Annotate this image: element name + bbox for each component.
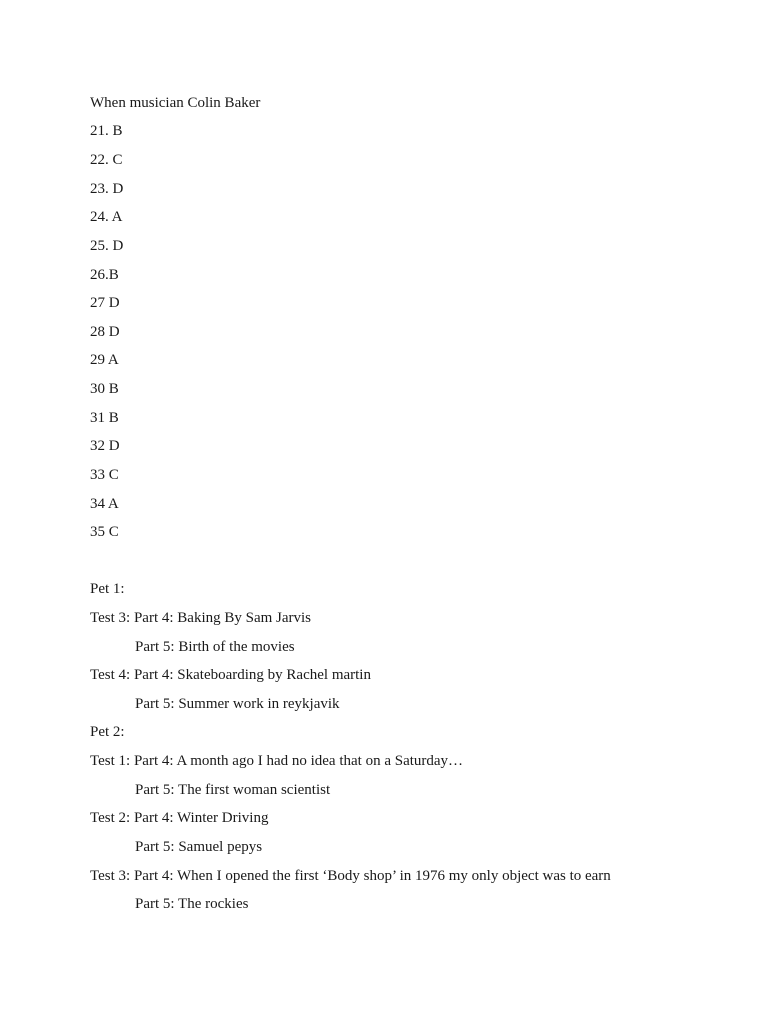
pet2-test2-part5: Part 5: Samuel pepys — [135, 839, 263, 855]
answer-line: 27 D — [90, 295, 120, 311]
answer-line: 25. D — [90, 238, 124, 254]
answer-line: 21. B — [90, 123, 123, 139]
answer-line: 34 A — [90, 496, 119, 512]
answer-line: 22. C — [90, 152, 123, 168]
pet2-test3-part4: Test 3: Part 4: When I opened the first ‘Body shop’ in 1976 my only object was to earn — [90, 868, 611, 884]
pet2-test1-part5: Part 5: The first woman scientist — [135, 782, 331, 798]
pet1-test3-part5: Part 5: Birth of the movies — [135, 639, 295, 655]
answer-line: 32 D — [90, 438, 120, 454]
pet2-test2-part4: Test 2: Part 4: Winter Driving — [90, 810, 269, 826]
answer-line: 30 B — [90, 381, 119, 397]
pet1-test3-part4: Test 3: Part 4: Baking By Sam Jarvis — [90, 610, 312, 626]
answer-line: 26.B — [90, 267, 119, 283]
pet1-test4-part5: Part 5: Summer work in reykjavik — [135, 696, 340, 712]
pet2-test1-part4: Test 1: Part 4: A month ago I had no idea that on a Saturday… — [90, 753, 464, 769]
pet2-test3-part5: Part 5: The rockies — [135, 896, 249, 912]
answer-line: 28 D — [90, 324, 120, 340]
answer-line: 23. D — [90, 181, 124, 197]
pet2-title: Pet 2: — [90, 724, 125, 740]
heading: When musician Colin Baker — [90, 95, 261, 111]
answer-line: 24. A — [90, 209, 123, 225]
pet1-test4-part4: Test 4: Part 4: Skateboarding by Rachel martin — [90, 667, 371, 683]
answer-line: 29 A — [90, 352, 119, 368]
pet1-title: Pet 1: — [90, 581, 125, 597]
answer-line: 31 B — [90, 410, 119, 426]
answer-line: 35 C — [90, 524, 119, 540]
answer-line: 33 C — [90, 467, 119, 483]
